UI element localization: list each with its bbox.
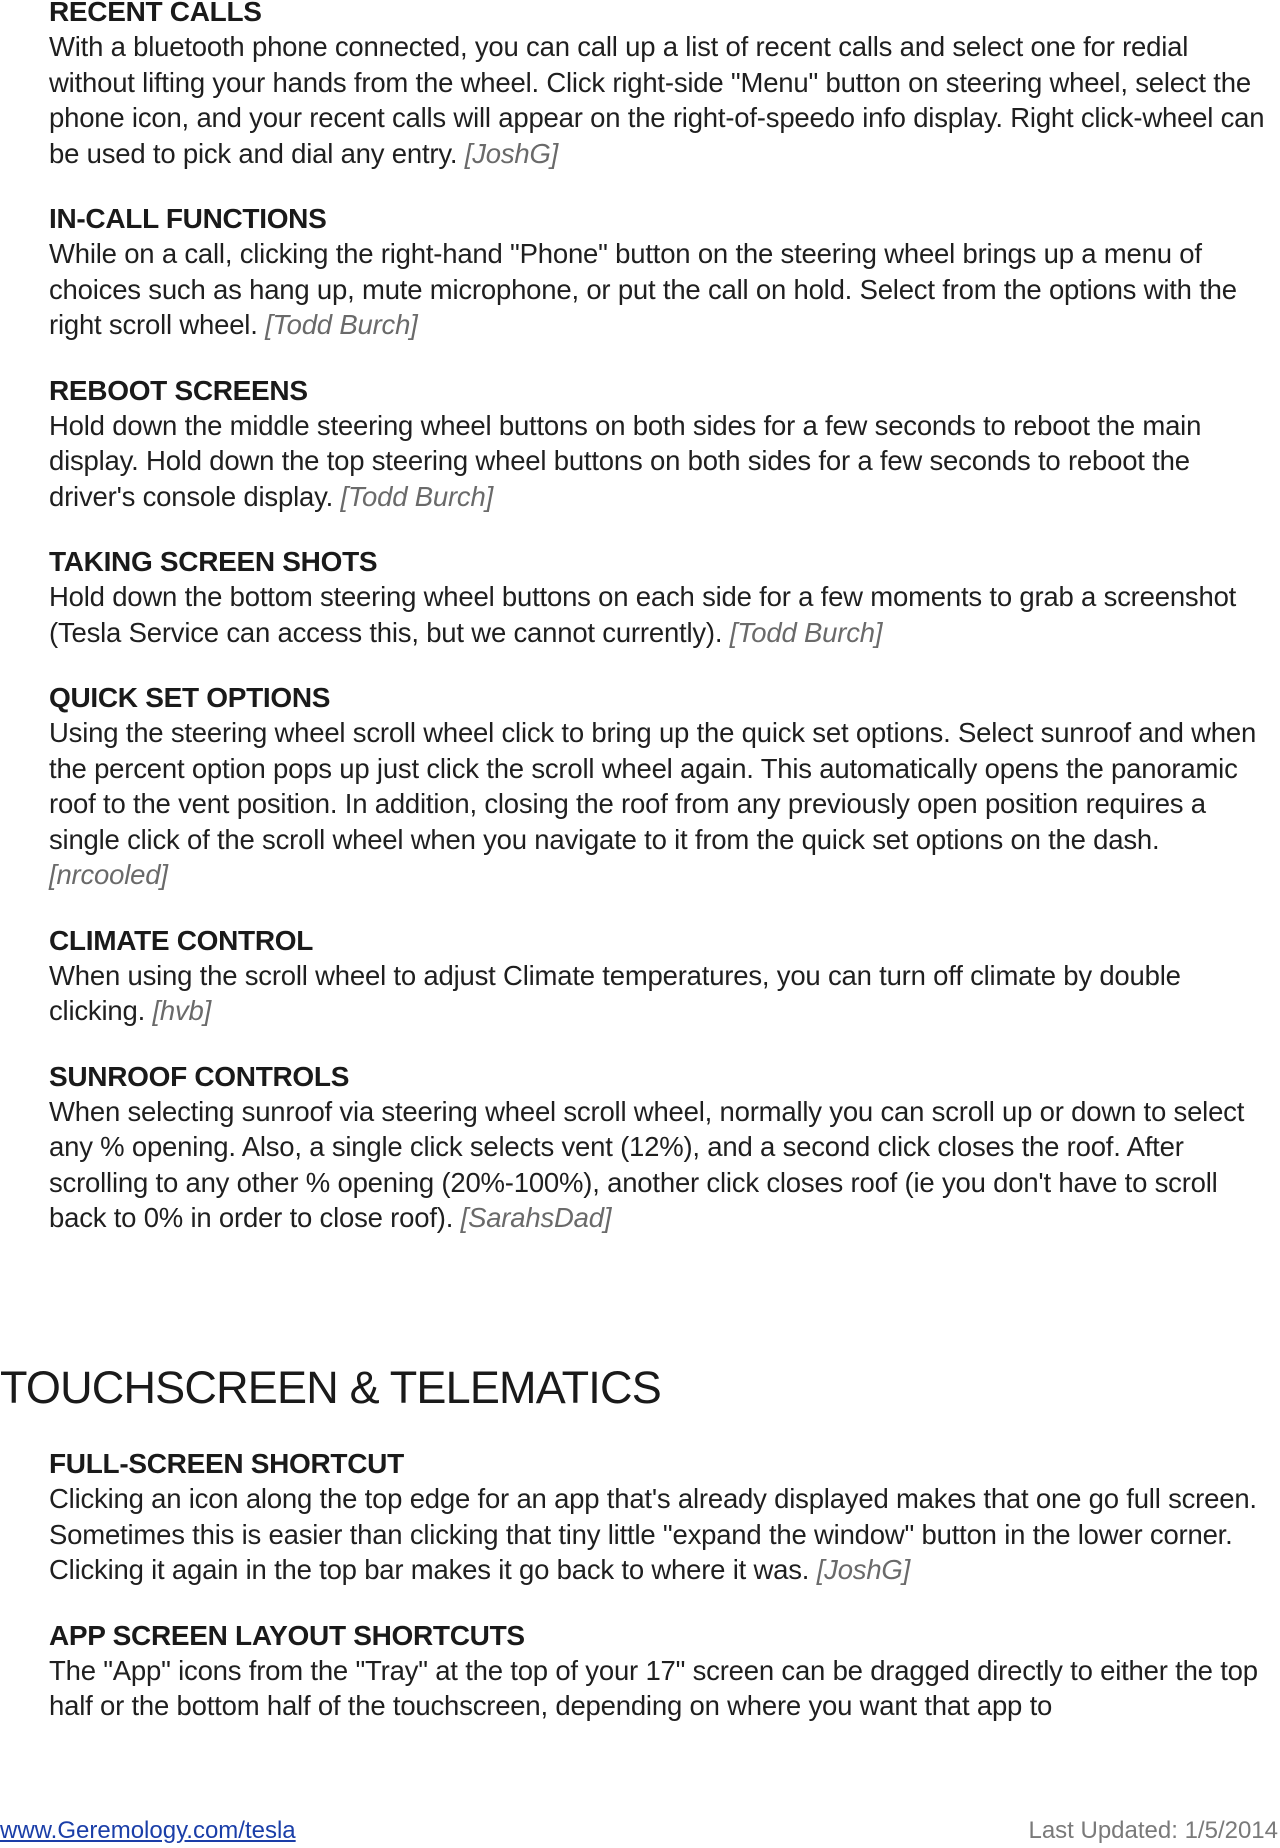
- tip-body: [49, 408, 1279, 515]
- tip-entry-reboot-screens: [49, 373, 1279, 515]
- tip-text: Hold down the bottom steering wheel buttons on each side for a few moments to grab a screenshot (Tesla Service can access this, but we cannot currently).: [49, 581, 1237, 648]
- tip-entry-recent-calls: [49, 0, 1279, 171]
- touchscreen-tips-list: [49, 1446, 1279, 1754]
- tip-text: The "App" icons from the "Tray" at the top of your 17" screen can be dragged directly to either the top half or the bottom half of the touchscreen, depending on where you want that app to: [49, 1654, 1258, 1721]
- tip-title: FULL-SCREEN SHORTCUT: [49, 1448, 404, 1479]
- steering-wheel-tips-list: [49, 0, 1279, 1266]
- tip-title: APP SCREEN LAYOUT SHORTCUTS: [49, 1619, 525, 1651]
- tip-entry-in-call-functions: [49, 201, 1279, 343]
- tip-attribution: [hvb]: [152, 995, 212, 1026]
- tip-body: [49, 236, 1279, 343]
- tip-text: When using the scroll wheel to adjust Climate temperatures, you can turn off climate by double clicking.: [49, 959, 1181, 1026]
- tip-text: With a bluetooth phone connected, you can call up a list of recent calls and select one for redial without lifting your hands from the wheel. Click right-side "Menu" button on steering wheel, select the phone icon, and your recent calls will appear on the right-of-speedo info display. Right click-wheel can be used to pick and dial any entry.: [49, 31, 1265, 169]
- tip-title: CLIMATE CONTROL: [49, 924, 314, 956]
- tip-attribution: [Todd Burch]: [265, 309, 418, 340]
- tip-attribution: [JoshG]: [816, 1554, 911, 1585]
- tip-entry-sunroof-controls: [49, 1059, 1279, 1236]
- tip-text: When selecting sunroof via steering wheel scroll wheel, normally you can scroll up or down to select any % opening. Also, a single click selects vent (12%), and a second click closes the roof. After scrolling to any other % opening (20%-100%), another click closes roof (ie you don't have to scroll back to 0% in order to close roof).: [49, 1095, 1245, 1233]
- tip-entry-app-screen-layout-shortcuts: [49, 1618, 1279, 1724]
- tip-attribution: [nrcooled]: [49, 859, 168, 890]
- tip-entry-taking-screen-shots: [49, 544, 1279, 650]
- tip-entry-quick-set-options: [49, 680, 1279, 893]
- tip-entry-climate-control: [49, 923, 1279, 1029]
- footer-website-link[interactable]: www.Geremology.com/tesla: [0, 1817, 296, 1844]
- tip-text: Hold down the middle steering wheel buttons on both sides for a few seconds to reboot the main display. Hold down the top steering wheel buttons on both sides for a few seconds to reboot the driver's console display.: [49, 409, 1202, 512]
- tip-body: [49, 579, 1279, 650]
- tip-body: [49, 1481, 1279, 1588]
- tip-body: [49, 1653, 1279, 1724]
- tip-title: RECENT CALLS: [49, 0, 262, 27]
- tip-body: [49, 29, 1279, 171]
- section-heading: TOUCHSCREEN & TELEMATICS: [0, 1362, 661, 1413]
- tip-text: Using the steering wheel scroll wheel click to bring up the quick set options. Select sunroof and when the percent option pops up just click the scroll wheel again. This automatically opens the panoramic roof to the vent position. In addition, closing the roof from any previously open position requires a single click of the scroll wheel when you navigate to it from the quick set options on the dash.: [49, 717, 1257, 855]
- tip-body: [49, 715, 1279, 893]
- tip-text: Clicking an icon along the top edge for an app that's already displayed makes that one go full screen. Sometimes this is easier than clicking that tiny little "expand the window" button in the lower corner. Clicking it again in the top bar makes it go back to where it was.: [49, 1483, 1257, 1585]
- tip-title: IN-CALL FUNCTIONS: [49, 203, 327, 234]
- tip-title: SUNROOF CONTROLS: [49, 1060, 350, 1092]
- tip-entry-full-screen-shortcut: [49, 1446, 1279, 1588]
- tip-attribution: [Todd Burch]: [729, 616, 883, 648]
- footer-last-updated: Last Updated: 1/5/2014: [1028, 1817, 1278, 1844]
- tip-title: REBOOT SCREENS: [49, 374, 308, 406]
- tip-attribution: [SarahsDad]: [460, 1202, 612, 1233]
- tip-text: While on a call, clicking the right-hand "Phone" button on the steering wheel brings up a menu of choices such as hang up, mute microphone, or put the call on hold. Select from the options with the right scroll wheel.: [49, 238, 1237, 340]
- tip-attribution: [Todd Burch]: [340, 480, 494, 512]
- tip-body: [49, 958, 1279, 1029]
- tip-title: TAKING SCREEN SHOTS: [49, 546, 378, 577]
- tip-title: QUICK SET OPTIONS: [49, 682, 331, 713]
- tip-body: [49, 1094, 1279, 1236]
- tip-attribution: [JoshG]: [464, 137, 559, 169]
